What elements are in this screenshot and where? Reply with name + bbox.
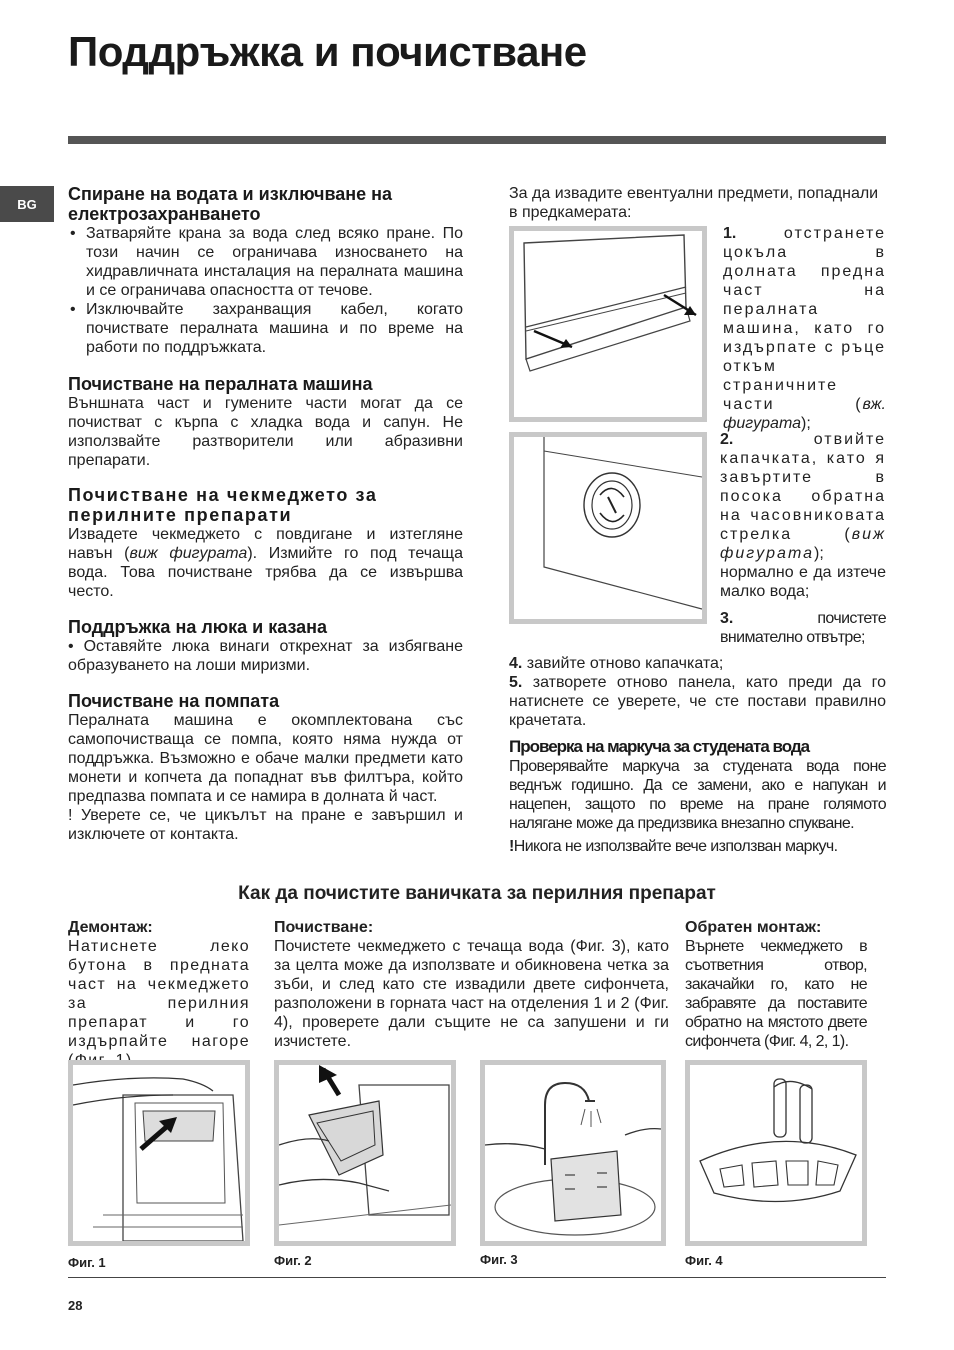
- text-part: ). Измийте го под течаща вода. Това почистване трябва да се извършва често.: [68, 545, 463, 600]
- drawer-lift-illustration: [279, 1065, 451, 1241]
- figure-2: [274, 1060, 456, 1246]
- cleaning-title: Почистване:: [274, 919, 374, 936]
- page-title: Поддръжка и почистване: [68, 28, 587, 75]
- bottom-rule: [68, 1277, 886, 1278]
- language-tab: BG: [0, 186, 54, 222]
- plinth-removal-figure: [509, 226, 707, 422]
- section-title-water-power: Спиране на водата и изключване на електрозахранването: [68, 184, 393, 224]
- pump-cap-illustration: [514, 437, 702, 619]
- step-emphasis: виж фигурата: [720, 526, 886, 562]
- text-emphasis: виж фигурата: [129, 545, 248, 562]
- detergent-drawer-heading: Как да почистите ваничката за перилния препарат: [238, 883, 716, 904]
- section-title-pump-cleaning: Почистване на помпата: [68, 691, 280, 711]
- figure-4-caption: Фиг. 4: [685, 1253, 723, 1268]
- figure-4: [685, 1060, 867, 1246]
- right-intro: [509, 184, 886, 222]
- pump-cap-figure: [509, 432, 707, 624]
- step-number: 1.: [723, 225, 737, 242]
- page-number: 28: [68, 1298, 83, 1313]
- door-drum-text: • Оставяйте люка винаги открехнат за избягване образуването на лоши миризми.: [68, 638, 463, 674]
- refit-text: Върнете чекмеджето в съответния отвор, закачайки го, като не забравяте да поставите обратно на мястото двете сифончета (Фиг. 4, 2, 1).: [685, 938, 867, 1050]
- hose-check-text: Проверявайте маркуча за студената вода поне веднъж годишно. Да се замени, ако е напукан и нацепен, защото по време на пране голямото налягане може да предизвика внезапно спукване.: [509, 758, 886, 832]
- refit-column: [685, 918, 867, 1051]
- figure-3: [480, 1060, 666, 1246]
- water-power-list: [68, 224, 463, 357]
- step2-text: [720, 430, 886, 601]
- intro-text: За да извадите евентуални предмети, попаднали в предкамерата:: [509, 185, 879, 221]
- step-number: 2.: [720, 431, 734, 448]
- plinth-removal-illustration: [514, 231, 702, 417]
- step-number: 4.: [509, 655, 523, 672]
- step-text: завийте отново капачката;: [526, 655, 724, 672]
- title-rule: [68, 136, 886, 144]
- figure-3-caption: Фиг. 3: [480, 1252, 518, 1267]
- step-text: затворете отново панела, като преди да го натиснете се уверете, че сте постави правилно крачетата.: [509, 674, 886, 729]
- step3-text: [720, 609, 886, 647]
- step-text: почистете внимателно отвътре;: [720, 610, 886, 646]
- drawer-removal-illustration: [73, 1065, 245, 1241]
- warning-text: Никога не използвайте вече използван маркуч.: [513, 838, 838, 855]
- section-title-hose-check: Проверка на маркуча за студената вода: [509, 737, 810, 756]
- section-title-drawer-cleaning: Почистване на чекмеджето за перилните препарати: [68, 485, 378, 525]
- step-text-end: ); нормално е да изтече малко вода;: [720, 545, 886, 600]
- cleaning-text: Почистете чекмеджето с течаща вода (Фиг. 3), като за целта може да използвате и обикновена четка за зъби, и след като сте извадили двете сифончета, разположени в горната част на отделения 1 и 2 (Фиг. 4), проверете дали същите не са запушени и ги изчистете.: [274, 938, 669, 1050]
- cleaning-column: [274, 918, 669, 1051]
- step-text-end: );: [801, 415, 811, 432]
- step4-text: [509, 654, 886, 673]
- figure-1-caption: Фиг. 1: [68, 1255, 106, 1270]
- section-title-washer-cleaning: Почистване на пералната машина: [68, 374, 373, 394]
- step-text: отстранете цокъла в долната предна част на пералната машина, като го издърпате с ръце откъм страничните части (: [723, 225, 886, 413]
- step1-text: [723, 224, 886, 433]
- step-number: 5.: [509, 674, 523, 691]
- list-item-text: Изключвайте захранващия кабел, когато почиствате пералната машина и по време на работи по поддръжката.: [86, 301, 463, 356]
- refit-title: Обратен монтаж:: [685, 919, 822, 936]
- removal-text: Натиснете леко бутона в предната част на чекмеджето за перилния препарат и го издърпайте нагоре: [68, 938, 250, 1050]
- pump-warning-text: ! Уверете се, че цикълът на пране е завършил и изключете от контакта.: [68, 807, 463, 843]
- text-part: Извадете чекмеджето с повдигане и изтегляне навън (: [68, 526, 463, 562]
- list-item-text: Затваряйте крана за вода след всяко пране. По този начин се ограничава износването на хидравличната инсталация на пералната машина и се ограничава опасността от течове.: [86, 225, 463, 299]
- removal-column: [68, 918, 250, 1070]
- pump-cleaning-text: Пералната машина е окомплектована със самопочистваща се помпа, която няма нужда от поддръжка. Възможно е обаче малки предмети като монети и копчета да попаднат във филтъра, който предпазва помпата и се намира в долната й част.: [68, 712, 463, 805]
- siphons-illustration: [690, 1065, 862, 1241]
- step-number: 3.: [720, 610, 734, 627]
- list-item: [86, 300, 463, 357]
- removal-title: Демонтаж:: [68, 919, 153, 936]
- figure-1: [68, 1060, 250, 1246]
- figure-2-caption: Фиг. 2: [274, 1253, 312, 1268]
- hose-warning-text: [509, 837, 886, 856]
- step-text: отвийте капачката, като я завъртите в посока обратна на часовниковата стрелка (: [720, 431, 886, 543]
- drawer-cleaning-text: [68, 525, 463, 601]
- section-title-door-drum: Поддръжка на люка и казана: [68, 617, 328, 637]
- warning-mark: !: [509, 838, 514, 855]
- left-column: [68, 184, 463, 844]
- right-column-lower: [509, 654, 886, 856]
- step5-text: [509, 673, 886, 730]
- step-emphasis: вж. фигурата: [723, 396, 886, 432]
- drawer-washing-illustration: [485, 1065, 661, 1241]
- washer-cleaning-text: Външната част и гумените части могат да се почистват с кърпа с хладка вода и сапун. Не използвайте разтворители или абразивни препарати.: [68, 395, 463, 469]
- list-item: [86, 224, 463, 300]
